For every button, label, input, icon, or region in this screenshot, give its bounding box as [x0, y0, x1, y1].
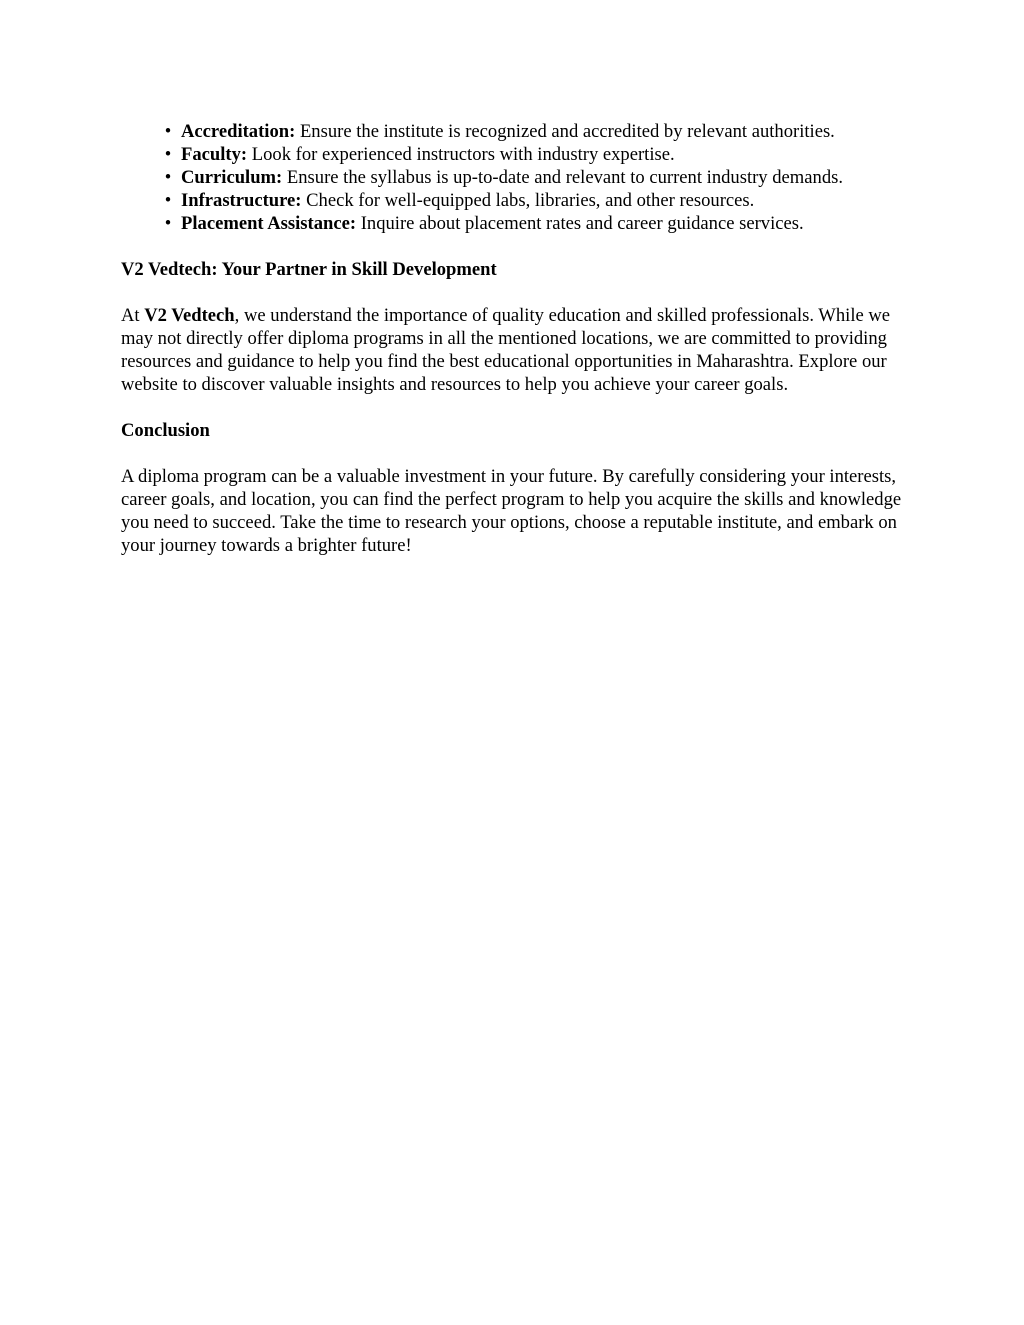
conclusion-heading: Conclusion — [121, 420, 210, 441]
list-item — [121, 189, 911, 212]
criteria-text: Check for well-equipped labs, libraries, and other resources. — [301, 190, 755, 211]
criteria-text: Ensure the institute is recognized and accredited by relevant authorities. — [295, 121, 835, 142]
page-content — [121, 120, 911, 557]
spacer — [121, 442, 911, 465]
criteria-term: Accreditation: — [181, 121, 296, 142]
list-item — [121, 212, 911, 235]
partner-paragraph — [121, 304, 911, 396]
bullet-icon: • — [164, 213, 172, 234]
spacer — [121, 281, 911, 304]
criteria-text: Inquire about placement rates and career guidance services. — [356, 213, 804, 234]
conclusion-paragraph: A diploma program can be a valuable investment in your future. By carefully considering your interests, career goals, and location, you can find the perfect program to help you acquire the skills and knowledge you need to succeed. Take the time to research your options, choose a reputable institute, and embark on your journey towards a brighter future! — [121, 466, 902, 556]
spacer — [121, 396, 911, 419]
criteria-term: Curriculum: — [181, 167, 283, 188]
list-item — [121, 143, 911, 166]
criteria-list — [121, 120, 911, 235]
brand-name: V2 Vedtech — [144, 305, 235, 326]
spacer — [121, 235, 911, 258]
bullet-icon: • — [164, 167, 172, 188]
bullet-icon: • — [164, 190, 172, 211]
criteria-text: Look for experienced instructors with industry expertise. — [247, 144, 675, 165]
partner-intro-prefix: At — [121, 305, 145, 326]
bullet-icon: • — [164, 144, 172, 165]
list-item — [121, 166, 911, 189]
partner-heading: V2 Vedtech: Your Partner in Skill Development — [121, 259, 497, 280]
criteria-term: Infrastructure: — [181, 190, 302, 211]
criteria-term: Placement Assistance: — [181, 213, 357, 234]
partner-body: , we understand the importance of quality education and skilled professionals. While we may not directly offer diploma programs in all the mentioned locations, we are committed to providing resources and guidance to help you find the best educational opportunities in Maharashtra. Explore our website to discover valuable insights and resources to help you achieve your career goals. — [121, 305, 891, 395]
bullet-icon: • — [164, 121, 172, 142]
list-item — [121, 120, 911, 143]
criteria-term: Faculty: — [181, 144, 248, 165]
criteria-text: Ensure the syllabus is up-to-date and relevant to current industry demands. — [282, 167, 843, 188]
